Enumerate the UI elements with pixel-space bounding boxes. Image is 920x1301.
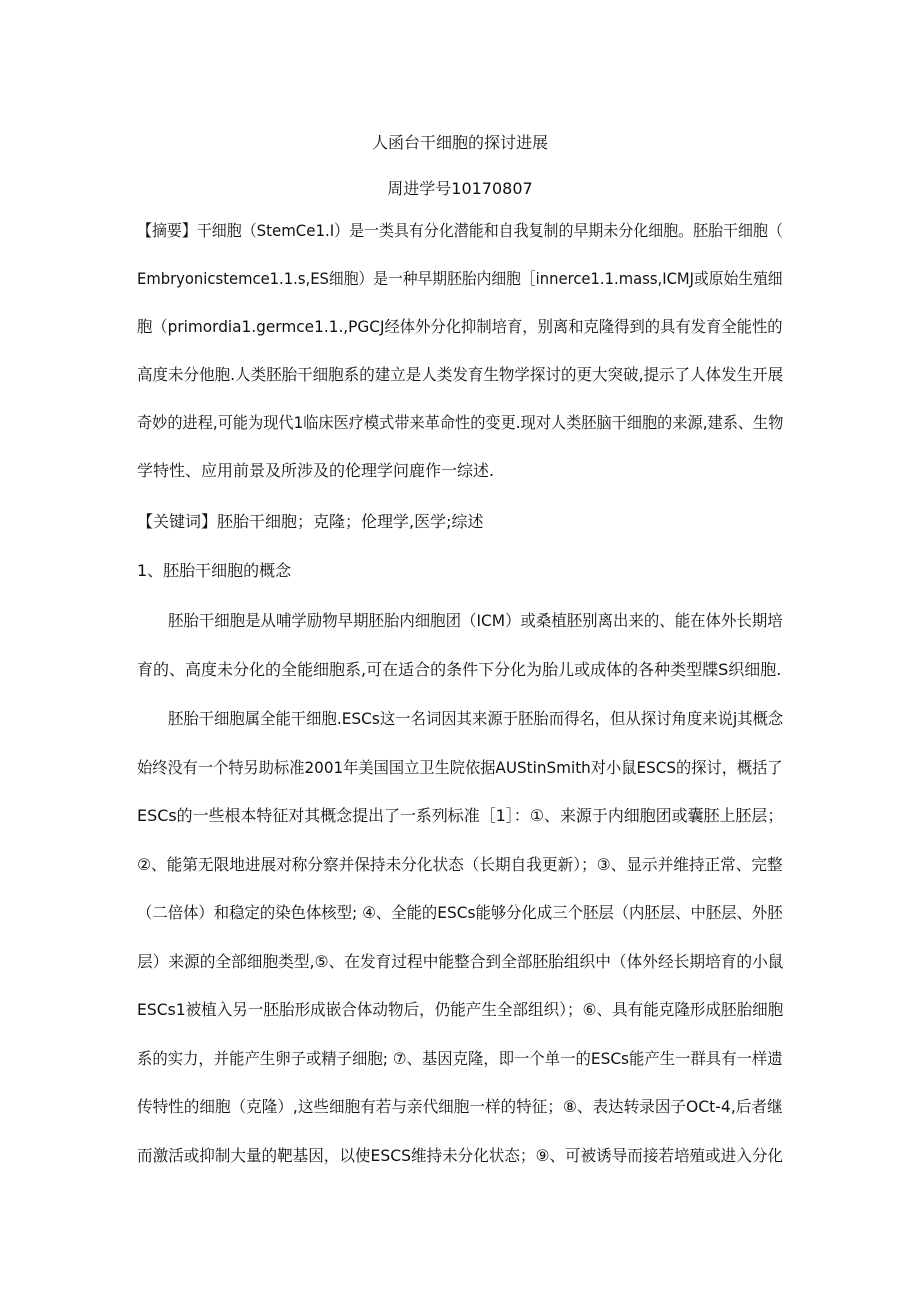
section-heading: 1、胚胎干细胞的概念 — [137, 561, 292, 580]
abstract-line: 学特性、应用前景及所涉及的伦理学问鹿作一综述. — [137, 461, 495, 480]
document-title: 人函台干细胞的探讨进展 — [371, 133, 548, 152]
abstract-line: 奇妙的进程,可能为现代1临床医疗模式带来革命性的变更.现对人类胚脑干细胞的来源,建系、生物 — [137, 413, 784, 432]
paragraph-line: 系的实力，并能产生卵子或精子细胞; ⑦、基因克隆，即一个单一的ESCs能产生一群具有一样遗 — [137, 1049, 783, 1068]
paragraph-line: （二倍体）和稳定的染色体核型; ④、全能的ESCs能够分化成三个胚层（内胚层、中胚层、外胚 — [137, 903, 783, 922]
abstract-line: 胞（primordia1.germce1.1.,PGCJ经体外分化抑制培育，别离和克隆得到的具有发育全能性的 — [137, 317, 783, 336]
paragraph-line: 育的、高度未分化的全能细胞系,可在适合的条件下分化为胎儿或成体的各种类型牒S织细胞. — [137, 660, 782, 679]
author-line: 周进学号10170807 — [387, 179, 533, 198]
paragraph-line: 胚胎干细胞是从哺学励物早期胚胎内细胞团（ICM）或桑植胚别离出来的、能在体外长期培 — [168, 611, 783, 630]
abstract-line: 【摘要】干细胞（StemCe1.I）是一类具有分化潜能和自我复制的早期未分化细胞。胚胎干细胞（ — [137, 221, 783, 240]
paragraph-line: ②、能第无限地进展对称分察并保持未分化状态（长期自我更新）；③、显示并维持正常、完整 — [137, 855, 783, 874]
abstract-line: Embryonicstemce1.1.s,ES细胞）是一种早期胚胎内细胞［innerce1.1.mass,ICMJ或原始生殖细 — [137, 269, 783, 288]
paragraph-line: 始终没有一个特另助标准2001年美国国立卫生院依据AUStinSmith对小鼠ESCS的探讨，概括了 — [137, 758, 783, 777]
paragraph-line: ESCs1被植入另一胚胎形成嵌合体动物后，仍能产生全部组织）；⑥、具有能克隆形成胚胎细胞 — [137, 1000, 784, 1019]
paragraph-line: 传特性的细胞（克隆）,这些细胞有若与亲代细胞一样的特征；⑧、表达转录因子OCt-4,后者继 — [137, 1097, 783, 1116]
paragraph-line: 层）来源的全部细胞类型,⑤、在发育过程中能整合到全部胚胎组织中（体外经长期培育的小鼠 — [137, 952, 784, 971]
paragraph-line: 而激活或抑制大量的靶基因，以使ESCS维持未分化状态；⑨、可被诱导而接若培殖或进入分化 — [137, 1146, 783, 1165]
paragraph-line: ESCs的一些根本特征对其概念提出了一系列标准［1］：①、来源于内细胞团或囊胚上胚层； — [137, 806, 784, 825]
paragraph-line: 胚胎干细胞属全能干细胞.ESCs这一名词因其来源于胚胎而得名，但从探讨角度来说j其概念 — [168, 709, 784, 728]
keywords-line: 【关键词】胚胎干细胞；克隆；伦理学,医学;综述 — [137, 512, 484, 531]
abstract-line: 高度未分他胞.人类胚胎干细胞系的建立是人类发育生物学探讨的更大突破,提示了人体发生开展 — [137, 365, 784, 384]
